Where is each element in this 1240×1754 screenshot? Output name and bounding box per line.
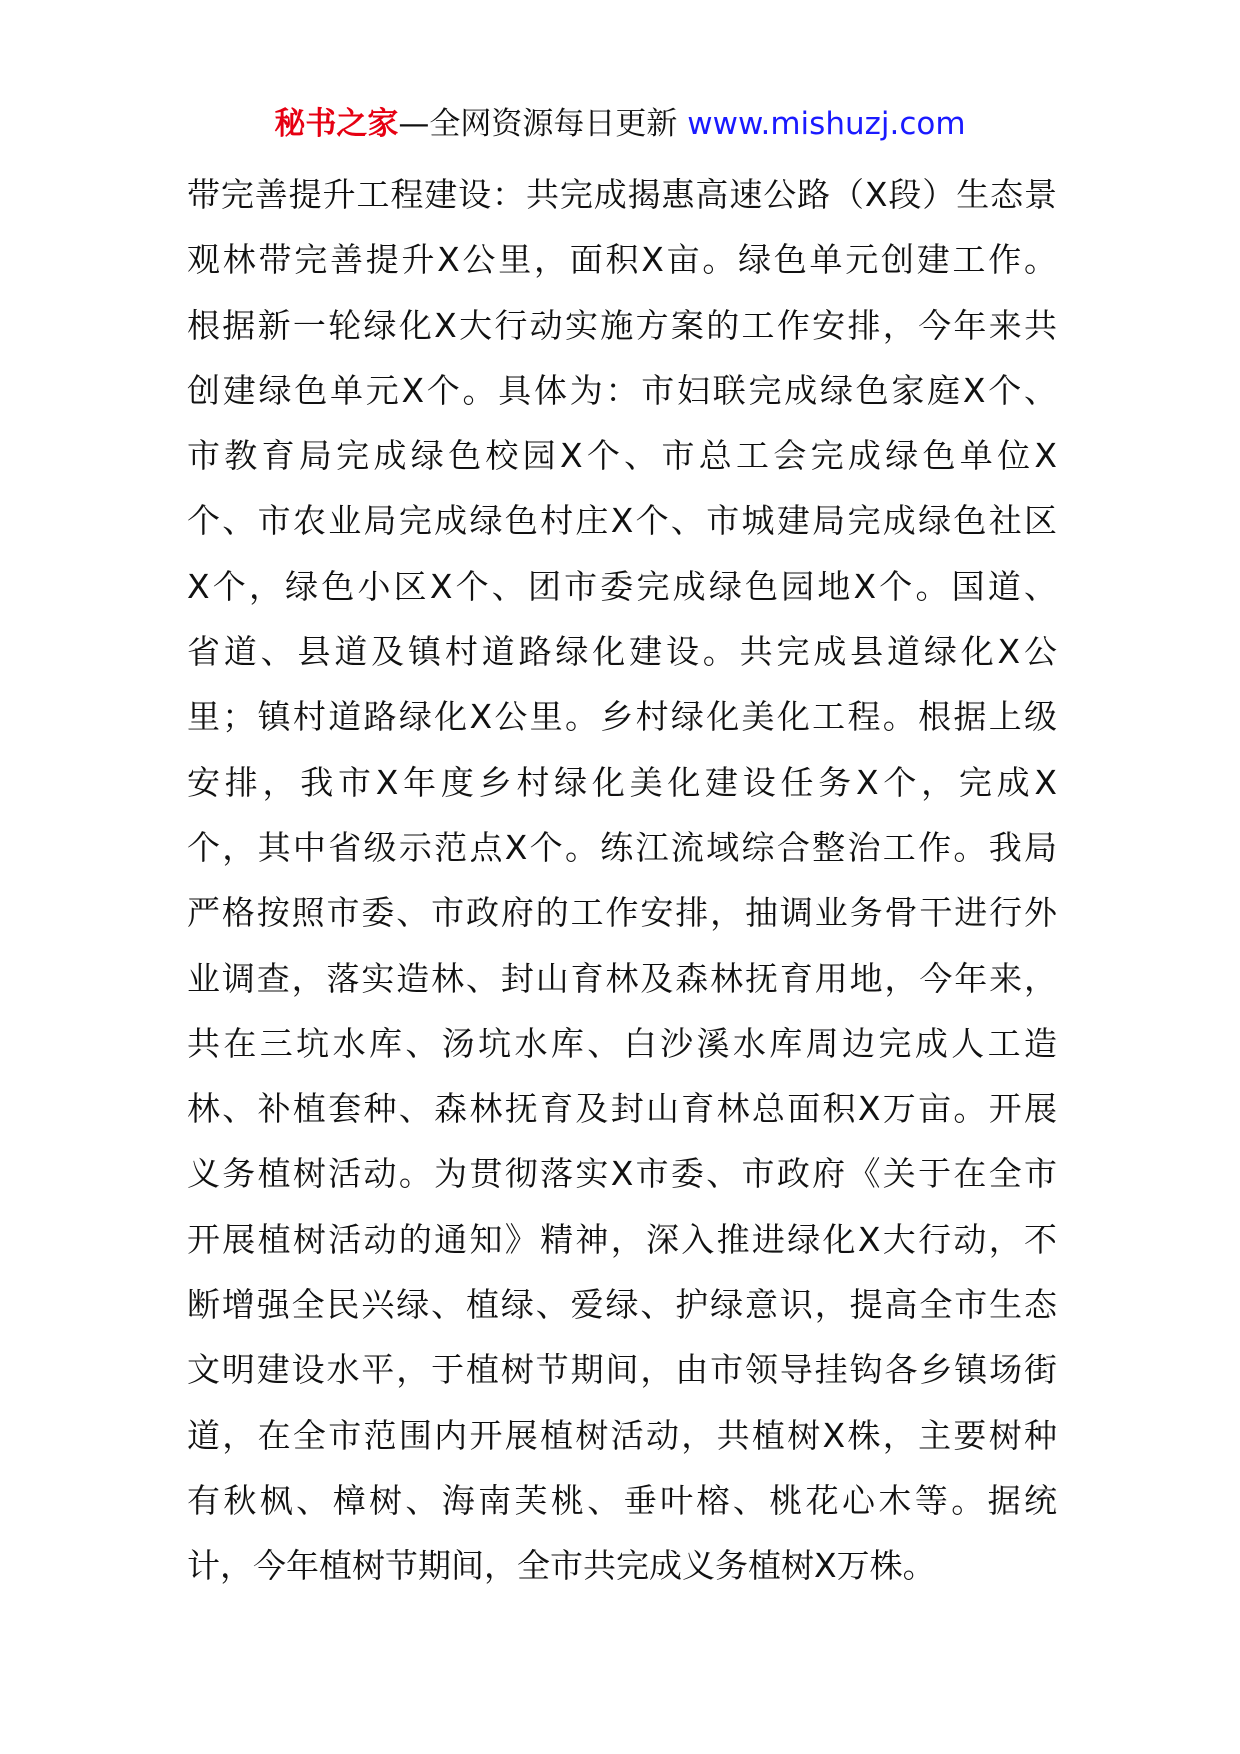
text-line: 根据新一轮绿化X大行动实施方案的工作安排，今年来共: [187, 305, 1057, 345]
text-line: 个，其中省级示范点X个。练江流域综合整治工作。我局: [187, 827, 1057, 867]
site-url-link[interactable]: www.mishuzj.com: [687, 106, 966, 142]
text-line: 义务植树活动。为贯彻落实X市委、市政府《关于在全市: [187, 1154, 1057, 1194]
text-line: X个，绿色小区X个、团市委完成绿色园地X个。国道、: [187, 566, 1057, 606]
text-line: 断增强全民兴绿、植绿、爱绿、护绿意识，提高全市生态: [187, 1285, 1057, 1325]
text-line: 有秋枫、樟树、海南芙桃、垂叶榕、桃花心木等。据统: [187, 1480, 1057, 1520]
text-line: 开展植树活动的通知》精神，深入推进绿化X大行动，不: [187, 1219, 1057, 1259]
header-tagline: —全网资源每日更新: [398, 106, 678, 142]
text-line: 安排，我市X年度乡村绿化美化建设任务X个，完成X: [187, 762, 1057, 802]
text-line: 市教育局完成绿色校园X个、市总工会完成绿色单位X: [187, 436, 1057, 476]
text-line: 创建绿色单元X个。具体为：市妇联完成绿色家庭X个、: [187, 370, 1057, 410]
text-line: 严格按照市委、市政府的工作安排，抽调业务骨干进行外: [187, 893, 1057, 933]
text-line: 里；镇村道路绿化X公里。乡村绿化美化工程。根据上级: [187, 697, 1057, 737]
document-body: [187, 162, 1057, 1599]
brand-name: 秘书之家: [274, 106, 399, 142]
text-line: 计，今年植树节期间，全市共完成义务植树X万株。: [187, 1546, 936, 1586]
page-header: [0, 104, 1240, 144]
text-line: 道，在全市范围内开展植树活动，共植树X株，主要树种: [187, 1415, 1057, 1455]
text-line: 省道、县道及镇村道路绿化建设。共完成县道绿化X公: [187, 632, 1057, 672]
text-line: 个、市农业局完成绿色村庄X个、市城建局完成绿色社区: [187, 501, 1057, 541]
text-line: 业调查，落实造林、封山育林及森林抚育用地，今年来，: [187, 958, 1057, 998]
text-line: 共在三坑水库、汤坑水库、白沙溪水库周边完成人工造: [187, 1023, 1057, 1063]
text-line: 文明建设水平，于植树节期间，由市领导挂钩各乡镇场街: [187, 1350, 1057, 1390]
text-line: 观林带完善提升X公里，面积X亩。绿色单元创建工作。: [187, 240, 1057, 280]
text-line: 林、补植套种、森林抚育及封山育林总面积X万亩。开展: [187, 1089, 1057, 1129]
text-line: 带完善提升工程建设：共完成揭惠高速公路（X段）生态景: [187, 175, 1057, 214]
